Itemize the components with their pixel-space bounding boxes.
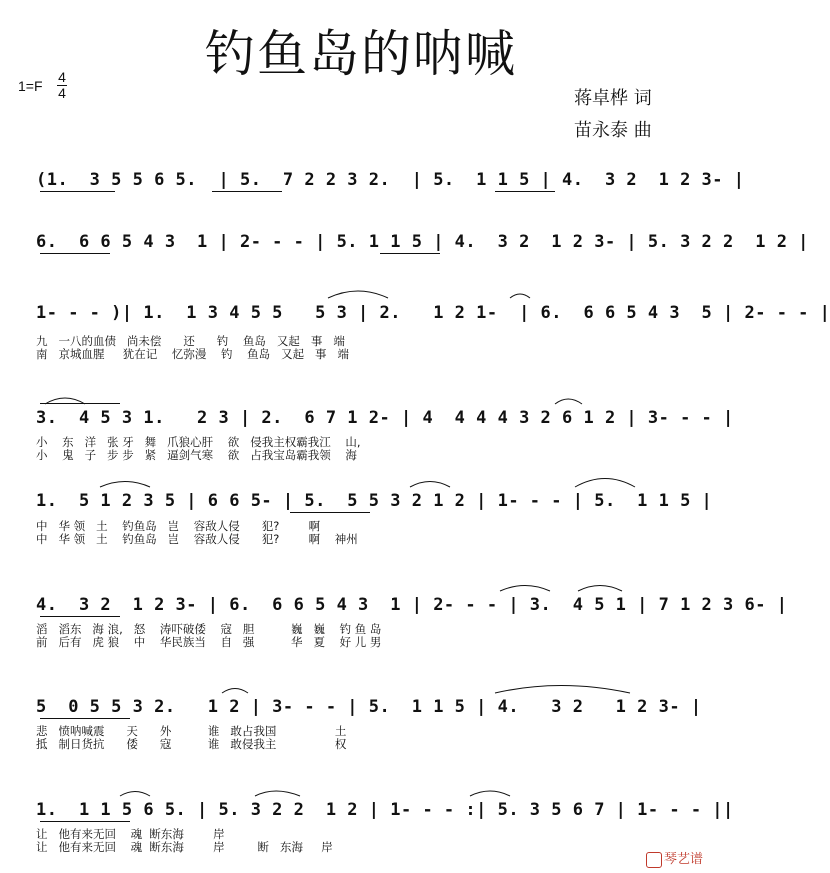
slur — [495, 686, 630, 694]
staff-row-3-lyrics-2: 南 京城血腥 犹在记 忆弥漫 钓 鱼岛 又起 事 端 — [36, 347, 350, 361]
staff-row-1-notes: (1. 3 5 5 6 5. | 5. 7 2 2 3 2. | 5. 1 1 5 | 4. 3 2 1 2 3- | — [36, 170, 745, 190]
staff-row-4-lyrics-2: 小 鬼 子 步 步 紧 逼剑气寒 欲 占我宝岛霸我领 海 — [36, 448, 357, 462]
slur — [222, 689, 248, 694]
slur — [575, 479, 635, 488]
slur — [470, 791, 510, 796]
staff-row-5-lyrics-2: 中 华 领 土 钓鱼岛 岂 容敌人侵 犯? 啊 神州 — [36, 532, 358, 546]
slur — [410, 482, 450, 488]
staff-row-8-notes: 1. 1 1 5 6 5. | 5. 3 2 2 1 2 | 1- - - :| 5. 3 5 6 7 | 1- - - || — [36, 800, 734, 820]
time-signature-top: 4 — [58, 69, 66, 85]
slur — [120, 792, 150, 797]
slur — [578, 586, 622, 592]
staff-row-3-notes: 1- - - )| 1. 1 3 4 5 5 5 3 | 2. 1 2 1- | 6. 6 6 5 4 3 5 | 2- - - | — [36, 303, 830, 323]
staff-row-8-lyrics-2: 让 他有来无回 魂 断东海 岸 断 东海 岸 — [36, 840, 333, 854]
staff-row-7-lyrics-2: 抵 制日货抗 倭 寇 谁 敢侵我主 权 — [36, 737, 347, 751]
staff-row-5-notes: 1. 5 1 2 3 5 | 6 6 5- | 5. 5 5 3 2 1 2 | 1- - - | 5. 1 1 5 | — [36, 491, 713, 511]
staff-row-6-lyrics-1: 滔 滔东 海 浪, 怒 涛吓破倭 寇 胆 巍 巍 钓 鱼 岛 — [36, 622, 382, 636]
time-signature-bottom: 4 — [58, 85, 66, 101]
slur — [100, 482, 150, 488]
logo-text: 琴艺谱 — [664, 852, 704, 867]
staff-row-8-lyrics-1: 让 他有来无回 魂 断东海 岸 — [36, 827, 225, 841]
slur — [45, 398, 85, 404]
key-signature: 1=F — [18, 78, 43, 94]
staff-row-6-notes: 4. 3 2 1 2 3- | 6. 6 6 5 4 3 1 | 2- - - | 3. 4 5 1 | 7 1 2 3 6- | — [36, 595, 788, 615]
staff-row-6-lyrics-2: 前 后有 虎 狼 中 华民族当 自 强 华 夏 好 儿 男 — [36, 635, 382, 649]
staff-row-4-notes: 3. 4 5 3 1. 2 3 | 2. 6 7 1 2- | 4 4 4 4 3 2 6 1 2 | 3- - - | — [36, 408, 734, 428]
slur — [510, 294, 530, 298]
slur — [255, 791, 300, 796]
staff-row-3-lyrics-1: 九 一八的血债 尚未偿 还 钓 鱼岛 又起 事 端 — [36, 334, 345, 348]
song-title: 钓鱼岛的呐喊 — [205, 25, 517, 83]
composer-credit: 苗永泰 曲 — [574, 120, 652, 141]
slur — [328, 291, 388, 298]
staff-row-2-notes: 6. 6 6 5 4 3 1 | 2- - - | 5. 1 1 5 | 4. 3 2 1 2 3- | 5. 3 2 2 1 2 | — [36, 232, 809, 252]
site-logo — [646, 848, 703, 868]
staff-row-4-lyrics-1: 小 东 洋 张 牙 舞 爪狼心肝 欲 侵我主权霸我江 山, — [36, 435, 361, 449]
slur — [555, 399, 582, 404]
staff-row-7-notes: 5 0 5 5 3 2. 1 2 | 3- - - | 5. 1 1 5 | 4. 3 2 1 2 3- | — [36, 697, 702, 717]
staff-row-7-lyrics-1: 悲 愤呐喊震 天 外 谁 敢占我国 土 — [36, 724, 347, 738]
logo-icon — [646, 852, 662, 868]
slur — [500, 586, 550, 592]
lyricist-credit: 蒋卓桦 词 — [574, 88, 652, 109]
staff-row-5-lyrics-1: 中 华 领 土 钓鱼岛 岂 容敌人侵 犯? 啊 — [36, 519, 321, 533]
